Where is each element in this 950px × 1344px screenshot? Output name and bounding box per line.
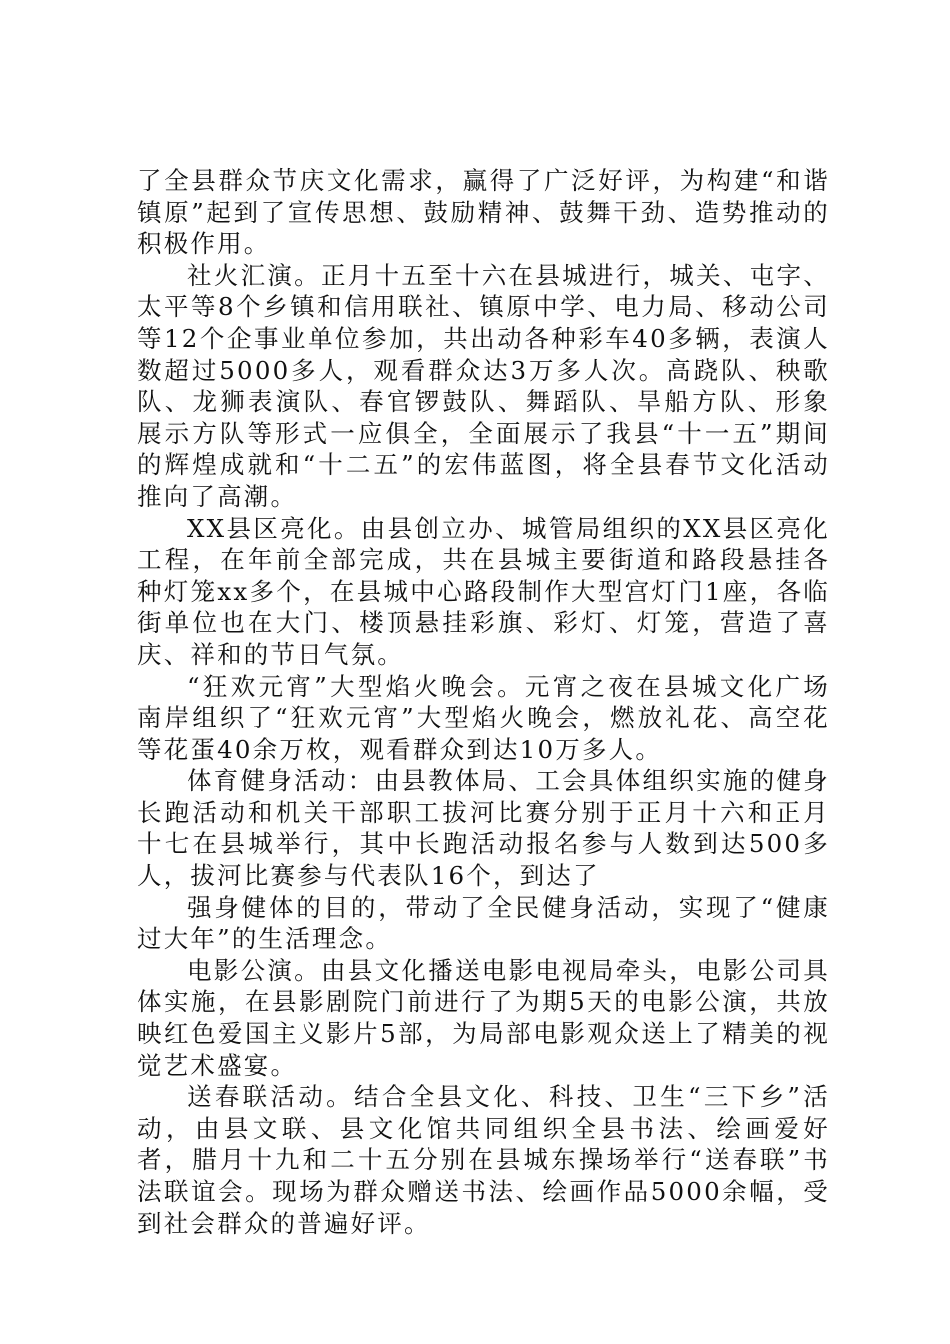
paragraph-fitness-activities: 体育健身活动：由县教体局、工会具体组织实施的健身长跑活动和机关干部职工拔河比赛分别于正月十六和正月十七在县城举行，其中长跑活动报名参与人数到达500多人，拔河比赛参与代表队16个，到达了 — [137, 766, 830, 891]
paragraph-fireworks-gala: “狂欢元宵”大型焰火晚会。元宵之夜在县城文化广场南岸组织了“狂欢元宵”大型焰火晚会，燃放礼花、高空花等花蛋40余万枚，观看群众到达10万多人。 — [137, 671, 830, 764]
paragraph-fitness-continuation: 强身健体的目的，带动了全民健身活动，实现了“健康过大年”的生活理念。 — [137, 892, 830, 954]
paragraph-continuation: 了全县群众节庆文化需求，赢得了广泛好评，为构建“和谐镇原”起到了宣传思想、鼓励精神、鼓舞干劲、造势推动的积极作用。 — [137, 166, 830, 259]
paragraph-spring-couplets: 送春联活动。结合全县文化、科技、卫生“三下乡”活动，由县文联、县文化馆共同组织全县书法、绘画爱好者，腊月十九和二十五分别在县城东操场举行“送春联”书法联谊会。现场为群众赠送书法、绘画作品5000余幅，受到社会群众的普遍好评。 — [137, 1082, 830, 1238]
document-body — [137, 165, 830, 1239]
paragraph-film-screening: 电影公演。由县文化播送电影电视局牵头，电影公司具体实施，在县影剧院门前进行了为期5天的电影公演，共放映红色爱国主义影片5部，为局部电影观众送上了精美的视觉艺术盛宴。 — [137, 955, 830, 1080]
paragraph-shehuo-performance: 社火汇演。正月十五至十六在县城进行，城关、屯字、太平等8个乡镇和信用联社、镇原中学、电力局、移动公司等12个企事业单位参加，共出动各种彩车40多辆，表演人数超过5000多人，观看群众达3万多人次。高跷队、秧歌队、龙狮表演队、春官锣鼓队、舞蹈队、旱船方队、形象展示方队等形式一应俱全，全面展示了我县“十一五”期间的辉煌成就和“十二五”的宏伟蓝图，将全县春节文化活动推向了高潮。 — [137, 260, 830, 511]
paragraph-city-lighting: XX县区亮化。由县创立办、城管局组织的XX县区亮化工程，在年前全部完成，共在县城主要街道和路段悬挂各种灯笼xx多个，在县城中心路段制作大型宫灯门1座，各临街单位也在大门、楼顶悬挂彩旗、彩灯、灯笼，营造了喜庆、祥和的节日气氛。 — [137, 513, 830, 669]
